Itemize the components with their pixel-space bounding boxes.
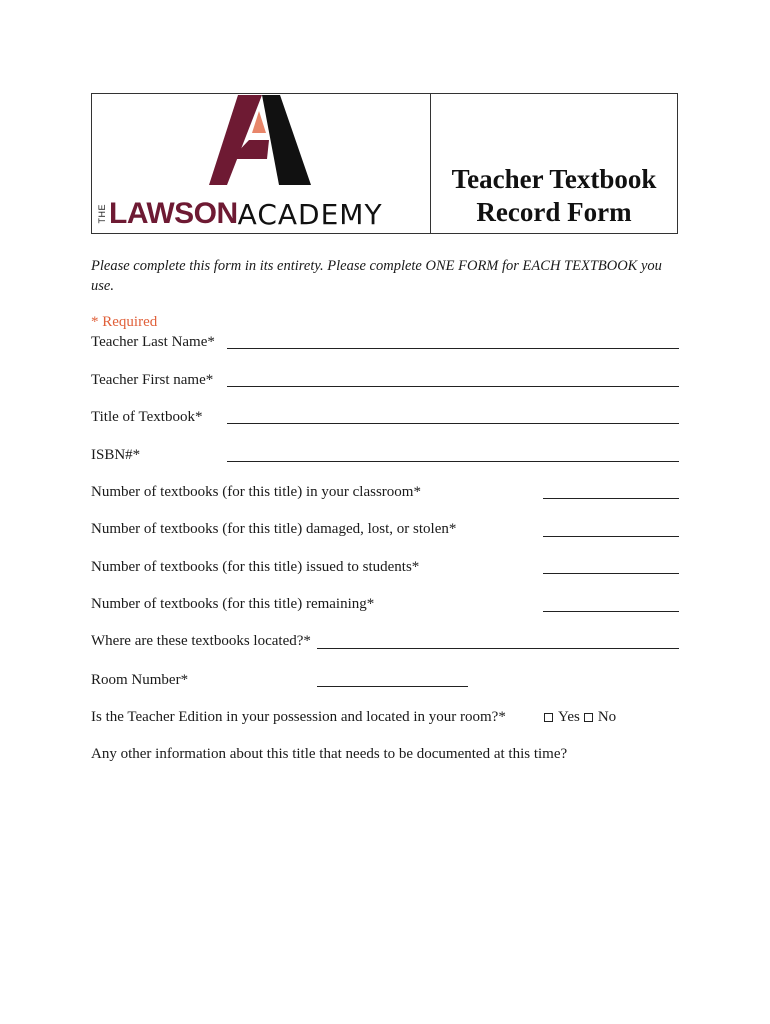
logo-wordmark — [97, 196, 383, 232]
title-cell — [431, 94, 677, 233]
yes-label: Yes — [558, 709, 580, 725]
remaining-field[interactable] — [543, 611, 679, 612]
textbook-title-field[interactable] — [227, 423, 679, 424]
remaining-label: Number of textbooks (for this title) remaining* — [91, 596, 375, 612]
no-checkbox[interactable] — [584, 713, 593, 722]
logo-lawson: LAWSON — [109, 197, 238, 230]
logo-academy: ACADEMY — [237, 197, 383, 231]
logo-the: THE — [97, 204, 107, 224]
header-box — [91, 93, 678, 234]
in-classroom-label: Number of textbooks (for this title) in your classroom* — [91, 484, 421, 500]
room-number-field[interactable] — [317, 686, 468, 687]
teacher-edition-label: Is the Teacher Edition in your possession and located in your room?* — [91, 709, 506, 725]
required-note: * Required — [91, 314, 158, 330]
room-number-label: Room Number* — [91, 672, 189, 688]
in-classroom-field[interactable] — [543, 498, 679, 499]
other-info-label: Any other information about this title that needs to be documented at this time? — [91, 746, 568, 762]
issued-field[interactable] — [543, 573, 679, 574]
location-label: Where are these textbooks located?* — [91, 633, 311, 649]
textbook-title-label: Title of Textbook* — [91, 409, 203, 425]
issued-label: Number of textbooks (for this title) issued to students* — [91, 559, 420, 575]
isbn-label: ISBN#* — [91, 447, 141, 463]
intro-instructions: Please complete this form in its entirety. Please complete ONE FORM for EACH TEXTBOOK you use. — [91, 258, 662, 294]
first-name-label: Teacher First name* — [91, 372, 214, 388]
yes-checkbox[interactable] — [544, 713, 553, 722]
form-title-line1: Teacher Textbook — [451, 164, 657, 194]
no-label: No — [597, 709, 617, 725]
isbn-field[interactable] — [227, 461, 679, 462]
first-name-field[interactable] — [227, 386, 679, 387]
lawson-academy-logo-mark — [209, 95, 319, 191]
logo-cell — [92, 94, 431, 233]
location-field[interactable] — [317, 648, 679, 649]
teacher-edition-options — [544, 709, 616, 726]
damaged-label: Number of textbooks (for this title) damaged, lost, or stolen* — [91, 521, 457, 537]
form-title — [452, 163, 657, 229]
last-name-label: Teacher Last Name* — [91, 334, 215, 350]
damaged-field[interactable] — [543, 536, 679, 537]
form-title-line2: Record Form — [476, 197, 632, 227]
last-name-field[interactable] — [227, 348, 679, 349]
